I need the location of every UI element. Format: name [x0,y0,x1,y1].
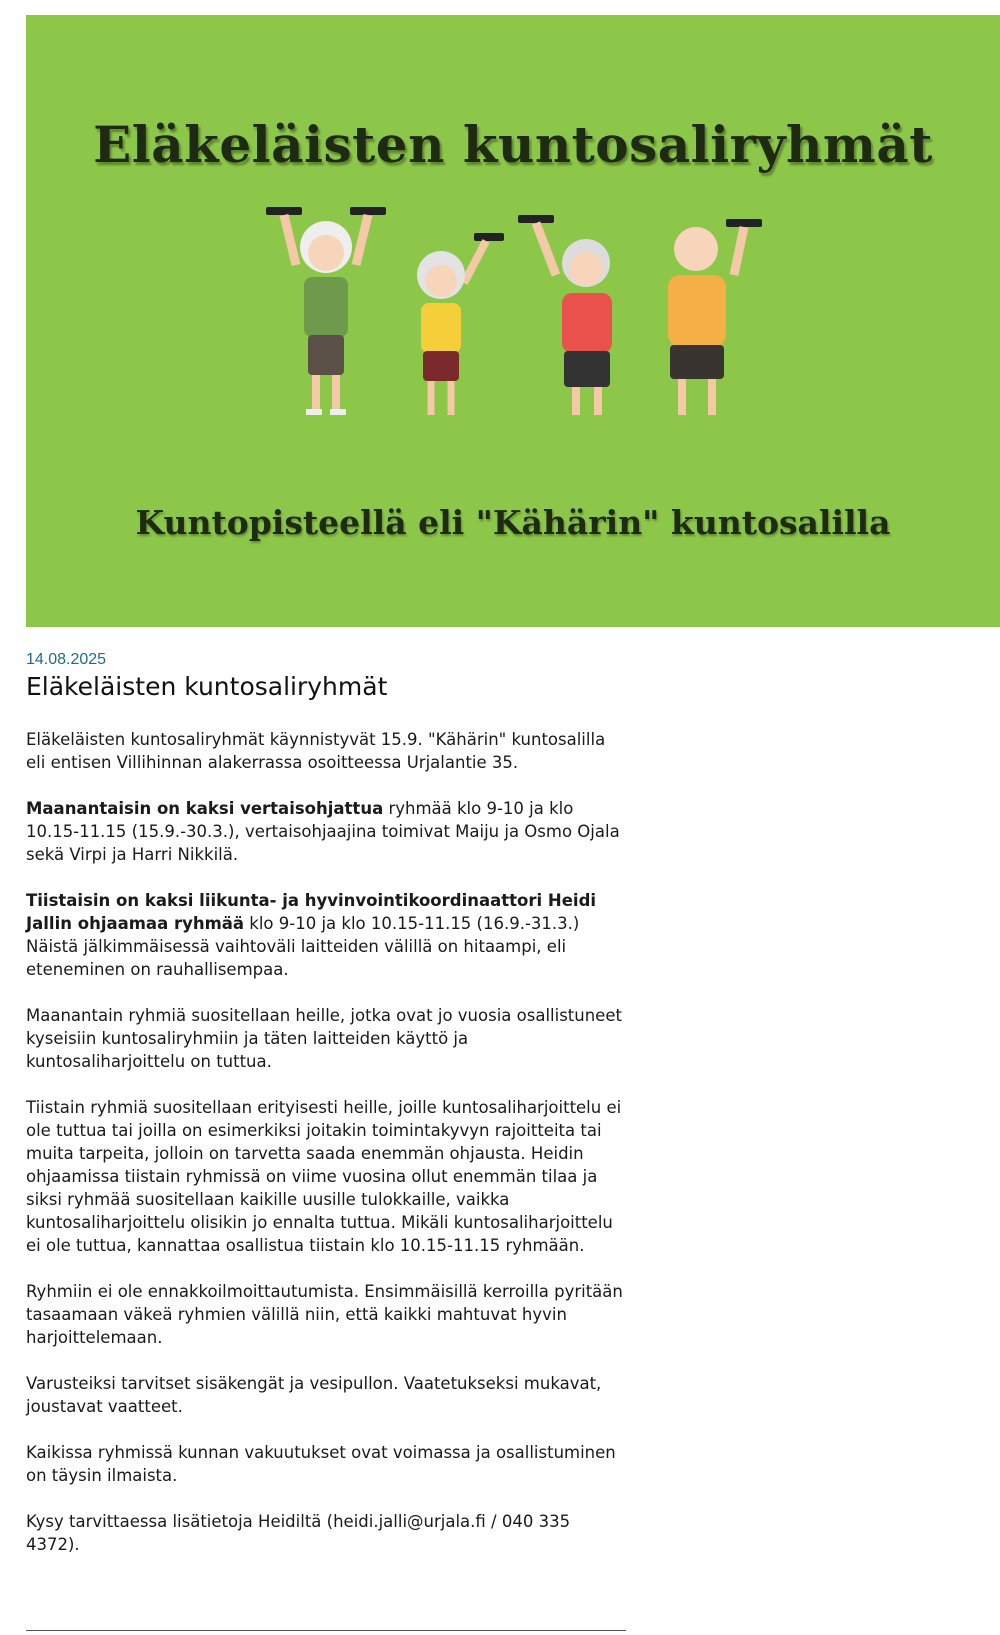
monday-highlight: Maanantaisin on kaksi vertaisohjattua [26,799,384,818]
article-title: Eläkeläisten kuntosaliryhmät [26,672,388,701]
senior-man-orange [668,219,762,415]
paragraph-equipment: Varusteiksi tarvitset sisäkengät ja vesipullon. Vaatetukseksi mukavat, joustavat vaatteet. [26,1374,602,1416]
content-divider [26,1630,626,1631]
banner-title: Eläkeläisten kuntosaliryhmät [93,115,933,174]
paragraph-registration: Ryhmiin ei ole ennakkoilmoittautumista. Ensimmäisillä kerroilla pyritään tasaamaan väkeä ryhmien välillä niin, että kaikki mahtuvat hyvin harjoittelemaan. [26,1282,623,1347]
paragraph-tuesday [26,889,626,981]
tuesday-highlight: Tiistaisin on kaksi liikunta- ja hyvinvointikoordinaattori Heidi Jallin ohjaamaa ryhmää [26,891,597,933]
monday-details: ryhmää klo 9-10 ja klo 10.15-11.15 (15.9.-30.3.), vertaisohjaajina toimivat Maiju ja Osmo Ojala sekä Virpi ja Harri Nikkilä. [26,799,620,864]
paragraph-tuesday-recommendation: Tiistain ryhmiä suositellaan erityisesti heille, joille kuntosaliharjoittelu ei ole tuttua tai joilla on esimerkiksi joitakin toimintakyvyn rajoitteita tai muita tarpeita, jolloin on tarvetta saada enemmän ohjausta. Heidin ohjaamissa tiistain ryhmissä on viime vuosina ollut enemmän tilaa ja siksi ryhmää suositellaan kaikille uusille tulokkaille, vaikka kuntosaliharjoittelu olisikin jo ennalta tuttua. Mikäli kuntosaliharjoittelu ei ole tuttua, kannattaa osallistua tiistain klo 10.15-11.15 ryhmään. [26,1098,622,1255]
paragraph-monday [26,797,626,866]
article-date: 14.08.2025 [26,651,107,668]
senior-woman-yellow [417,233,504,415]
paragraph-contact: Kysy tarvittaessa lisätietoja Heidiltä (heidi.jalli@urjala.fi / 040 335 4372). [26,1512,571,1554]
paragraph-insurance: Kaikissa ryhmissä kunnan vakuutukset ovat voimassa ja osallistuminen on täysin ilmaista. [26,1443,616,1485]
banner-subtitle: Kuntopisteellä eli "Kähärin" kuntosalilla [135,503,891,542]
paragraph-intro: Eläkeläisten kuntosaliryhmät käynnistyvät 15.9. "Kähärin" kuntosalilla eli entisen Villihinnan alakerrassa osoitteessa Urjalantie 35. [26,730,606,772]
tuesday-details: klo 9-10 ja klo 10.15-11.15 (16.9.-31.3.) Näistä jälkimmäisessä vaihtoväli laitteiden välillä on hitaampi, eli eteneminen on rauhallisempaa. [26,914,580,979]
senior-woman-green [266,207,386,415]
senior-man-red [518,215,612,415]
article-hero-image [26,15,1000,627]
paragraph-monday-recommendation: Maanantain ryhmiä suositellaan heille, jotka ovat jo vuosia osallistuneet kyseisiin kuntosaliryhmiin ja täten laitteiden käyttö ja kuntosaliharjoittelu on tuttua. [26,1006,622,1071]
seniors-exercising-illustration [256,205,796,465]
article-body [26,728,626,1579]
